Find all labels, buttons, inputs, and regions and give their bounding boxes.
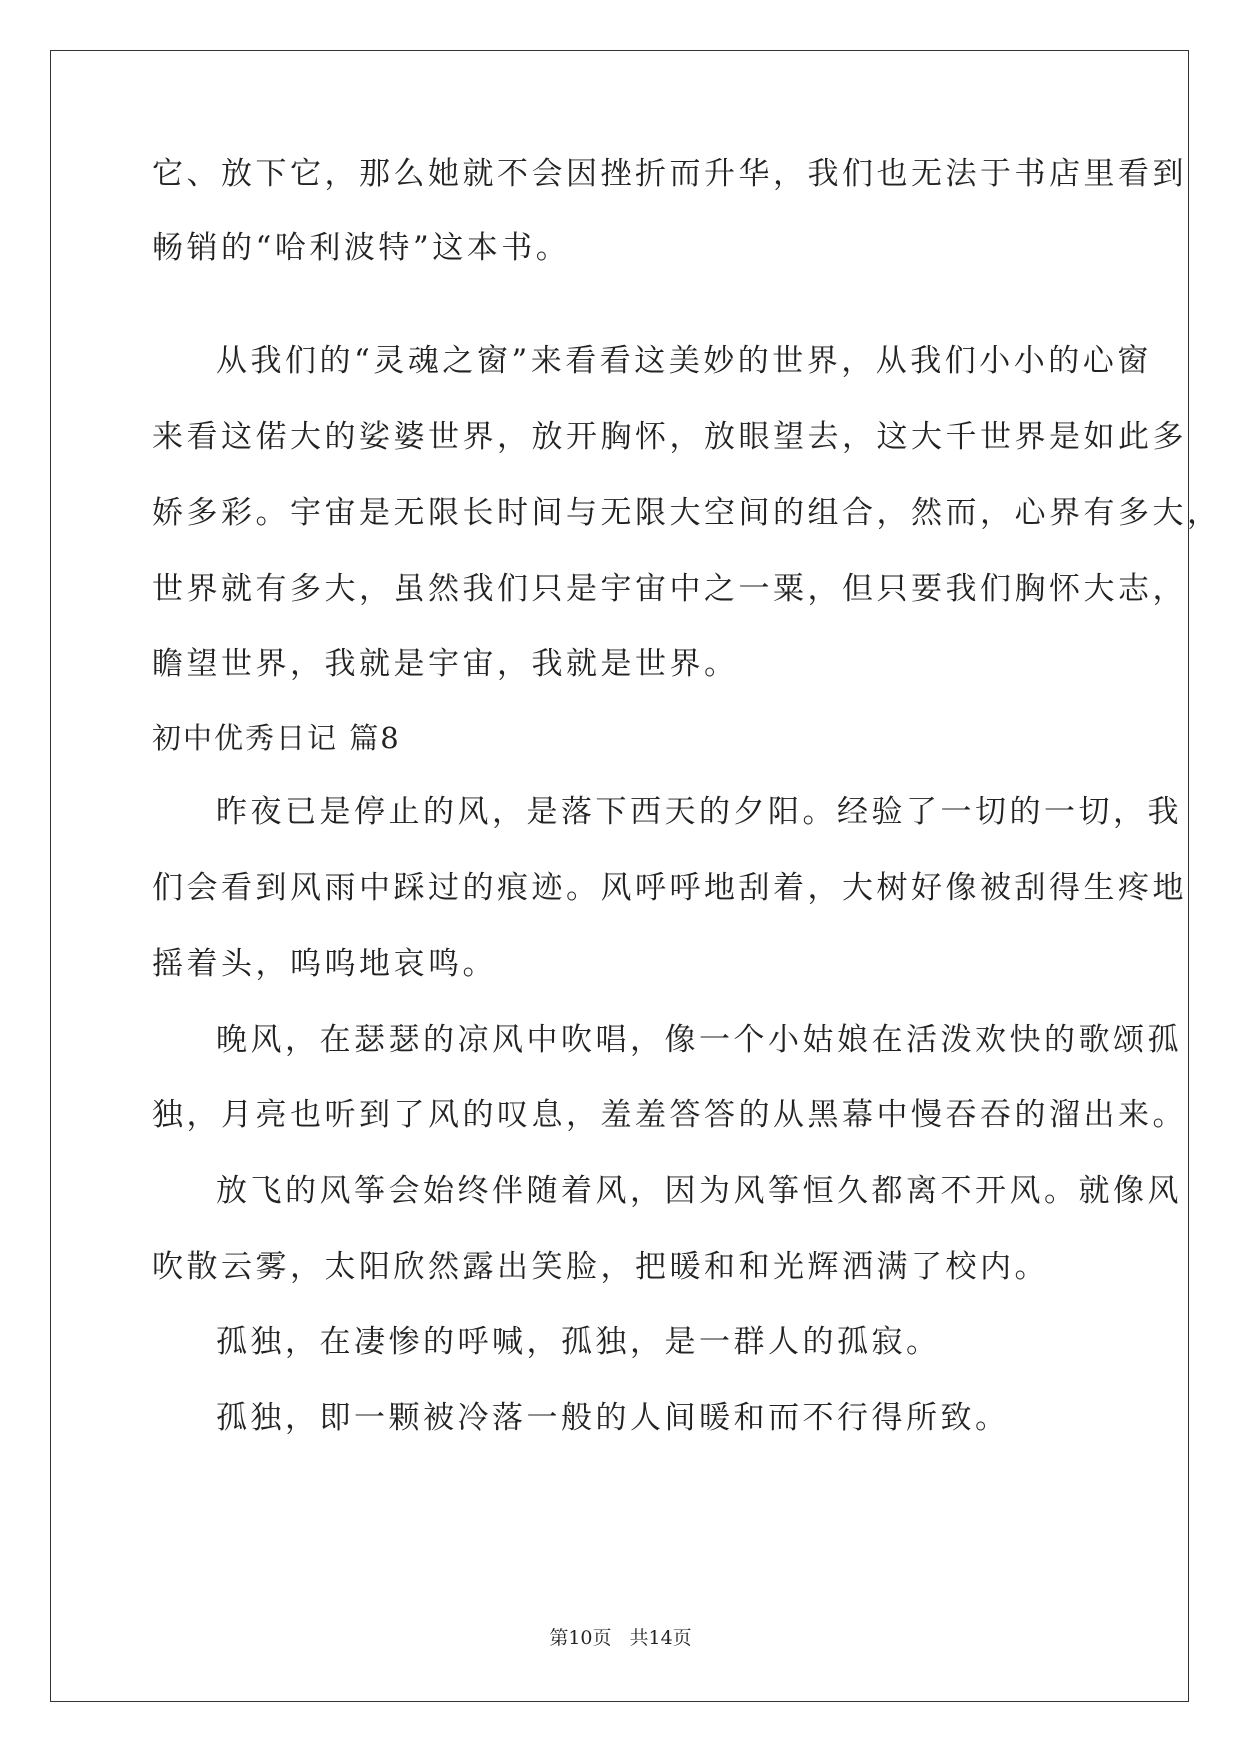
page-number: 第10页: [549, 1627, 612, 1649]
text-line: 世界就有多大，虽然我们只是宇宙中之一粟，但只要我们胸怀大志，: [152, 571, 1187, 607]
paragraph-first-line: 孤独，即一颗被冷落一般的人间暖和而不行得所致。: [216, 1400, 1010, 1436]
page-footer: [0, 1626, 1241, 1650]
paragraph-first-line: 从我们的“灵魂之窗”来看看这美妙的世界，从我们小小的心窗: [216, 343, 1152, 379]
paragraph-first-line: 晚风，在瑟瑟的凉风中吹唱，像一个小姑娘在活泼欢快的歌颂孤: [216, 1022, 1182, 1058]
text-line: 畅销的“哈利波特”这本书。: [152, 230, 571, 266]
paragraph-first-line: 放飞的风筝会始终伴随着风，因为风筝恒久都离不开风。就像风: [216, 1173, 1182, 1209]
page-total: 共14页: [629, 1627, 692, 1649]
text-line: 独，月亮也听到了风的叹息，羞羞答答的从黑幕中慢吞吞的溜出来。: [152, 1097, 1187, 1133]
text-line: 们会看到风雨中踩过的痕迹。风呼呼地刮着，大树好像被刮得生疼地: [152, 870, 1187, 906]
text-line: 吹散云雾，太阳欣然露出笑脸，把暖和和光辉洒满了校内。: [152, 1249, 1049, 1285]
text-line: 来看这偌大的娑婆世界，放开胸怀，放眼望去，这大千世界是如此多: [152, 419, 1187, 455]
paragraph-first-line: 孤独，在凄惨的呼喊，孤独，是一群人的孤寂。: [216, 1324, 941, 1360]
text-line: 摇着头，呜呜地哀鸣。: [152, 946, 497, 982]
text-line: 瞻望世界，我就是宇宙，我就是世界。: [152, 646, 739, 682]
paragraph-first-line: 昨夜已是停止的风，是落下西天的夕阳。经验了一切的一切，我: [216, 794, 1182, 830]
section-heading: 初中优秀日记 篇8: [152, 721, 401, 755]
text-line: 它、放下它，那么她就不会因挫折而升华，我们也无法于书店里看到: [152, 156, 1187, 192]
text-line: 娇多彩。宇宙是无限长时间与无限大空间的组合，然而，心界有多大，: [152, 495, 1222, 531]
